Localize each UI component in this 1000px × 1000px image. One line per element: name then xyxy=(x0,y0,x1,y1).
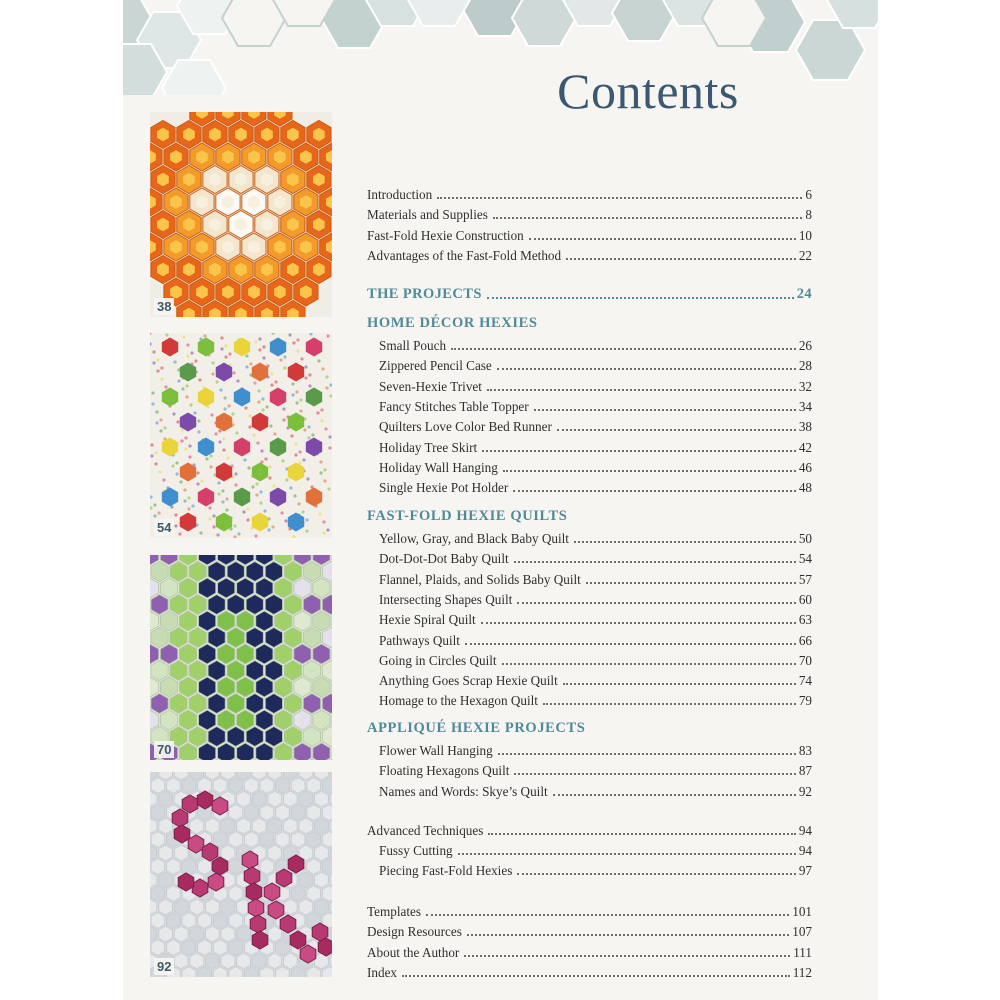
toc-entry-label: About the Author xyxy=(367,944,460,960)
toc-entry-label: Materials and Supplies xyxy=(367,207,488,223)
toc-entry-page: 97 xyxy=(798,863,812,879)
toc-entry xyxy=(379,691,812,709)
toc-entry-label: Seven-Hexie Trivet xyxy=(379,378,482,394)
toc-entry-label: Single Hexie Pot Holder xyxy=(379,480,509,496)
dot-leader xyxy=(487,296,794,299)
dot-leader xyxy=(563,682,796,685)
toc-entry-label: Quilters Love Color Bed Runner xyxy=(379,419,552,435)
thumbnail-page-number: 70 xyxy=(154,741,174,758)
dot-leader xyxy=(513,489,796,492)
dot-leader xyxy=(451,347,796,350)
dot-leader xyxy=(553,793,796,796)
toc-entry-page: 79 xyxy=(798,693,812,709)
toc-entry xyxy=(379,631,812,649)
toc-entry xyxy=(379,761,812,779)
quilt-thumbnail xyxy=(150,772,332,977)
toc-entry xyxy=(379,782,812,800)
toc-entry xyxy=(379,841,812,859)
green-spiral-hexie-quilt-image xyxy=(150,555,332,760)
dot-leader xyxy=(482,449,796,452)
orange-hexie-quilt-image xyxy=(150,112,332,317)
toc-entry-page: 28 xyxy=(798,358,812,374)
thumbnail-page-number: 38 xyxy=(154,298,174,315)
dot-leader xyxy=(426,913,789,916)
toc-entry xyxy=(367,246,812,264)
toc-entry xyxy=(379,570,812,588)
toc-entry-page: 50 xyxy=(798,531,812,546)
toc-entry xyxy=(379,458,812,476)
toc-entry-page: 107 xyxy=(792,924,812,940)
toc-entry-label: Hexie Spiral Quilt xyxy=(379,612,476,628)
toc-entry-label: Zippered Pencil Case xyxy=(379,358,492,374)
toc-entry xyxy=(367,185,812,203)
toc-entry-page: 42 xyxy=(798,439,812,455)
toc-entry-label: Fussy Cutting xyxy=(379,843,453,858)
thumbnail-page-number: 92 xyxy=(154,958,174,975)
toc-entry-page: 57 xyxy=(798,571,812,587)
dot-leader xyxy=(517,601,796,604)
dot-leader xyxy=(534,408,796,411)
toc-entry-page: 112 xyxy=(792,964,812,980)
toc-entry-label: Anything Goes Scrap Hexie Quilt xyxy=(379,673,558,689)
toc-entry xyxy=(379,671,812,689)
thumbnail-page-number: 54 xyxy=(154,519,174,536)
dot-leader xyxy=(566,257,796,260)
dot-leader xyxy=(543,702,796,705)
toc-entry-label: Holiday Tree Skirt xyxy=(379,439,478,455)
toc-entry-label: Design Resources xyxy=(367,924,462,940)
toc-entry-page: 92 xyxy=(798,783,812,799)
dot-leader xyxy=(497,367,796,370)
dot-hexie-quilt-image xyxy=(150,333,332,538)
dot-leader xyxy=(467,933,789,936)
dot-leader xyxy=(502,662,796,665)
toc-entry-page: 24 xyxy=(796,286,812,302)
toc-entry-label: Fancy Stitches Table Topper xyxy=(379,398,529,414)
toc-entry xyxy=(379,356,812,374)
toc-entry-label: Flower Wall Hanging xyxy=(379,743,493,758)
toc-entry xyxy=(379,377,812,395)
toc-entry xyxy=(379,478,812,496)
dot-leader xyxy=(574,540,796,543)
toc-entry xyxy=(379,549,812,567)
toc-entry-page: 66 xyxy=(798,632,812,648)
dot-leader xyxy=(503,469,796,472)
toc-entry-label: Intersecting Shapes Quilt xyxy=(379,591,513,607)
dot-leader xyxy=(481,621,796,624)
toc-entry-page: 38 xyxy=(798,419,812,435)
toc-entry-page: 32 xyxy=(798,378,812,394)
toc-entry-label: Names and Words: Skye’s Quilt xyxy=(379,783,548,799)
toc-entry-page: 74 xyxy=(798,673,812,689)
toc-entry xyxy=(379,397,812,415)
toc-entry-label: THE PROJECTS xyxy=(367,286,482,302)
contents-page xyxy=(123,0,878,1000)
toc-entry-label: Floating Hexagons Quilt xyxy=(379,763,510,779)
toc-entry-page: 48 xyxy=(798,480,812,496)
toc-entry-label: Piecing Fast-Fold Hexies xyxy=(379,863,513,879)
dot-leader xyxy=(465,642,796,645)
toc-entry-label: Index xyxy=(367,964,398,980)
dot-leader xyxy=(498,752,796,755)
toc-entry xyxy=(379,529,812,547)
toc-entry-page: 22 xyxy=(798,247,812,263)
toc-entry xyxy=(367,205,812,223)
toc-entry-page: 54 xyxy=(798,551,812,567)
toc-entry-page: 10 xyxy=(798,227,812,243)
toc-entry-label: Small Pouch xyxy=(379,338,447,353)
toc-entry-page: 34 xyxy=(798,398,812,414)
toc-entry xyxy=(367,226,812,244)
toc-entry-page: 83 xyxy=(798,743,812,758)
toc-entry-label: Fast-Fold Hexie Construction xyxy=(367,227,524,243)
section-heading: APPLIQUÉ HEXIE PROJECTS xyxy=(367,720,586,736)
toc-entry-label: Flannel, Plaids, and Solids Baby Quilt xyxy=(379,571,581,587)
dot-leader xyxy=(402,974,790,977)
toc-entry-page: 63 xyxy=(798,612,812,628)
toc-entry xyxy=(379,741,812,759)
toc-entry xyxy=(379,651,812,669)
toc-entry-page: 70 xyxy=(798,652,812,668)
toc-entry xyxy=(379,590,812,608)
page-title: Contents xyxy=(557,63,739,119)
toc-entry xyxy=(379,417,812,435)
toc-entry xyxy=(379,861,812,879)
toc-entry xyxy=(379,336,812,354)
toc-entry-label: Going in Circles Quilt xyxy=(379,652,497,668)
toc-entry-label: Holiday Wall Hanging xyxy=(379,459,498,475)
dot-leader xyxy=(488,832,795,835)
toc-entry-page: 101 xyxy=(792,904,812,919)
dot-leader xyxy=(514,560,796,563)
dot-leader xyxy=(557,428,796,431)
quilt-thumbnail xyxy=(150,555,332,760)
toc-entry-page: 46 xyxy=(798,459,812,475)
dot-leader xyxy=(586,581,796,584)
toc-entry-page: 111 xyxy=(793,944,812,960)
toc-entry-page: 8 xyxy=(805,207,812,223)
dot-leader xyxy=(517,872,795,875)
toc-entry-label: Dot-Dot-Dot Baby Quilt xyxy=(379,551,509,567)
dot-leader xyxy=(464,954,790,957)
toc-entry-label: Pathways Quilt xyxy=(379,632,460,648)
toc-entry-page: 6 xyxy=(805,187,812,202)
dot-leader xyxy=(529,237,796,240)
toc-entry-label: Homage to the Hexagon Quilt xyxy=(379,693,538,709)
pink-letters-hexie-quilt-image xyxy=(150,772,332,977)
toc-entry-page: 94 xyxy=(798,823,812,838)
section-heading: HOME DÉCOR HEXIES xyxy=(367,315,538,331)
quilt-thumbnail xyxy=(150,112,332,317)
dot-leader xyxy=(437,196,802,199)
toc-entry xyxy=(379,438,812,456)
toc-entry xyxy=(367,922,812,940)
quilt-thumbnail xyxy=(150,333,332,538)
dot-leader xyxy=(458,852,796,855)
toc-entry xyxy=(367,902,812,920)
toc-entry-label: Advantages of the Fast-Fold Method xyxy=(367,247,562,263)
toc-entry-label: Yellow, Gray, and Black Baby Quilt xyxy=(379,531,569,546)
dot-leader xyxy=(487,388,796,391)
dot-leader xyxy=(493,216,803,219)
toc-entry xyxy=(367,963,812,981)
advanced-techniques-entry xyxy=(367,821,812,839)
toc-entry-page: 60 xyxy=(798,591,812,607)
toc-entry-label: Advanced Techniques xyxy=(367,823,484,838)
toc-entry-label: Introduction xyxy=(367,187,433,202)
toc-entry xyxy=(367,943,812,961)
toc-entry-page: 94 xyxy=(798,843,812,858)
toc-entry-label: Templates xyxy=(367,904,422,919)
dot-leader xyxy=(514,772,795,775)
toc-entry-page: 26 xyxy=(798,338,812,353)
section-heading: FAST-FOLD HEXIE QUILTS xyxy=(367,508,568,524)
toc-entry-page: 87 xyxy=(798,763,812,779)
projects-heading xyxy=(367,285,812,303)
toc-entry xyxy=(379,610,812,628)
